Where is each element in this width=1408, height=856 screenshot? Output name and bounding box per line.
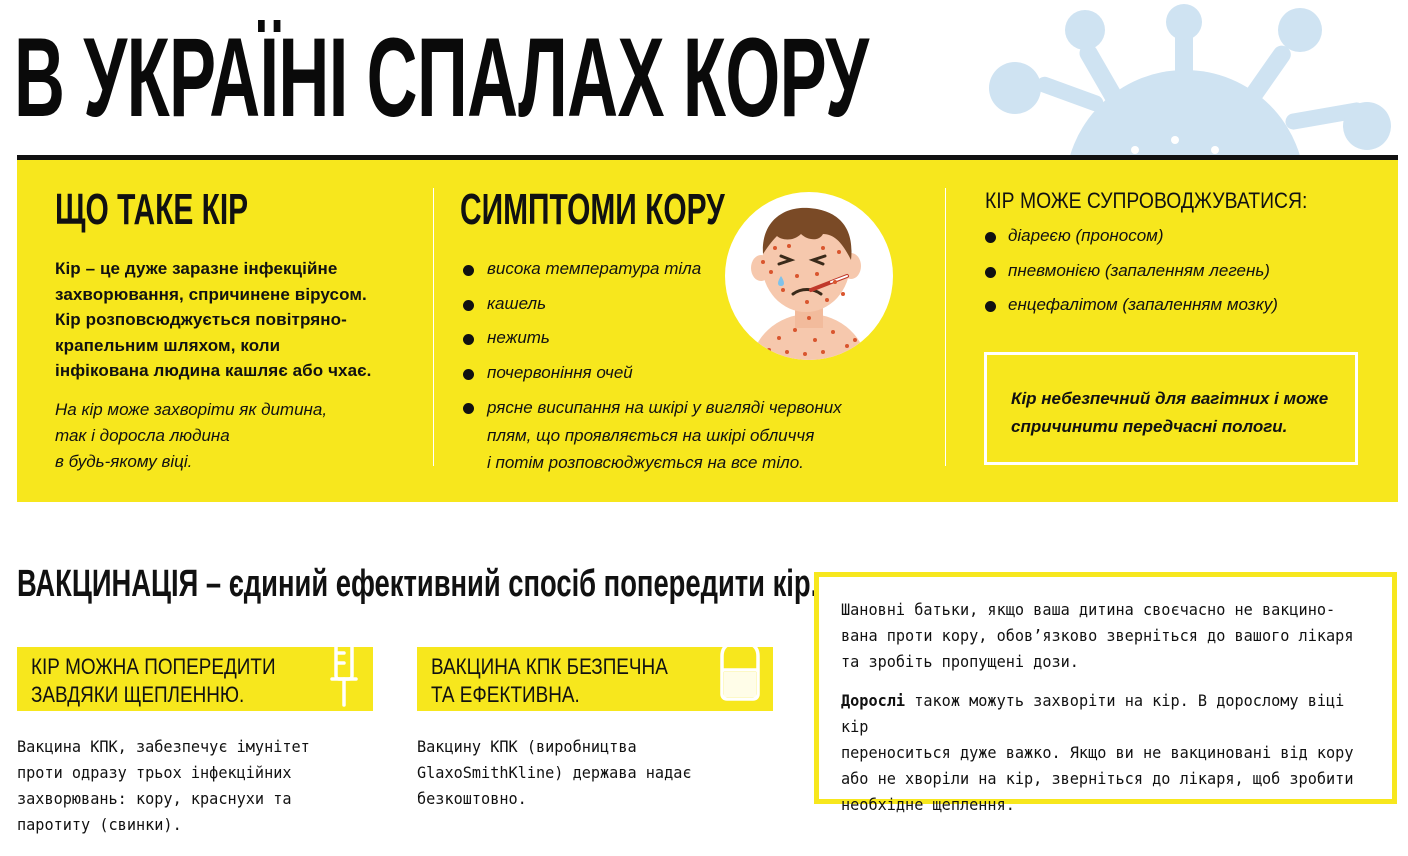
adults-paragraph: Дорослі також можуть захворіти на кір. В дорослому віці кір переноситься дуже важко. Якщо ви не вакциновані від кору або не хворіли на кір, зверніться до лікаря, щоб зробити необхідне щеплення.	[841, 691, 1354, 814]
list-item: рясне висипання на шкірі у вигляді червоних плям, що проявляється на шкірі обличчя і потім розповсюджується на все тіло.	[461, 394, 842, 477]
symptoms-heading: СИМПТОМИ КОРУ	[460, 185, 725, 234]
list-item: пневмонією (запаленням легень)	[985, 258, 1278, 284]
column-divider	[433, 188, 434, 466]
page-title: В УКРАЇНІ СПАЛАХ КОРУ	[14, 15, 869, 140]
list-item: кашель	[461, 291, 842, 317]
definition-text: Кір – це дуже заразне інфекційне захворювання, спричинене вірусом. Кір розповсюджується повітряно- крапельним шляхом, коли інфікована людина кашляє або чхає.	[55, 259, 372, 380]
list-item: енцефалітом (запаленням мозку)	[985, 292, 1278, 318]
list-item: нежить	[461, 325, 842, 351]
sick-child-illustration	[723, 190, 895, 362]
vaccination-heading: ВАКЦИНАЦІЯ – єдиний ефективний спосіб попередити кір.	[17, 563, 819, 605]
vaccine-description: Вакцина КПК, забезпечує імунітет проти одразу трьох інфекційних захворювань: кору, краснухи та паротиту (свинки).	[17, 737, 310, 834]
complications-heading: КІР МОЖЕ СУПРОВОДЖУВАТИСЯ:	[985, 188, 1308, 213]
vaccine-vial-icon	[718, 622, 762, 702]
safety-tag: ВАКЦИНА КПК БЕЗПЕЧНА ТА ЕФЕКТИВНА.	[417, 647, 773, 711]
virus-illustration	[975, 0, 1395, 156]
free-vaccine-text: Вакцину КПК (виробництва GlaxoSmithKline) держава надає безкоштовно.	[417, 737, 692, 808]
prevention-tag: КІР МОЖНА ПОПЕРЕДИТИ ЗАВДЯКИ ЩЕПЛЕННЮ.	[17, 647, 373, 711]
list-item: діареєю (проносом)	[985, 223, 1278, 249]
parents-notice	[814, 572, 1397, 814]
pregnancy-warning: Кір небезпечний для вагітних і може спричинити передчасні пологи.	[984, 352, 1358, 465]
age-note: На кір може захворіти як дитина, так і доросла людина в будь-якому віці.	[55, 400, 328, 471]
list-item: почервоніння очей	[461, 360, 842, 386]
what-is-heading: ЩО ТАКЕ КІР	[55, 185, 249, 234]
list-item: висока температура тіла	[461, 256, 842, 282]
column-divider	[945, 188, 946, 466]
parents-paragraph: Шановні батьки, якщо ваша дитина своєчасно не вакцино- вана проти кору, обов’язково зверніться до вашого лікаря та зробіть пропущені дози.	[841, 600, 1354, 671]
complications-list	[985, 223, 1278, 327]
syringe-icon	[324, 613, 364, 709]
